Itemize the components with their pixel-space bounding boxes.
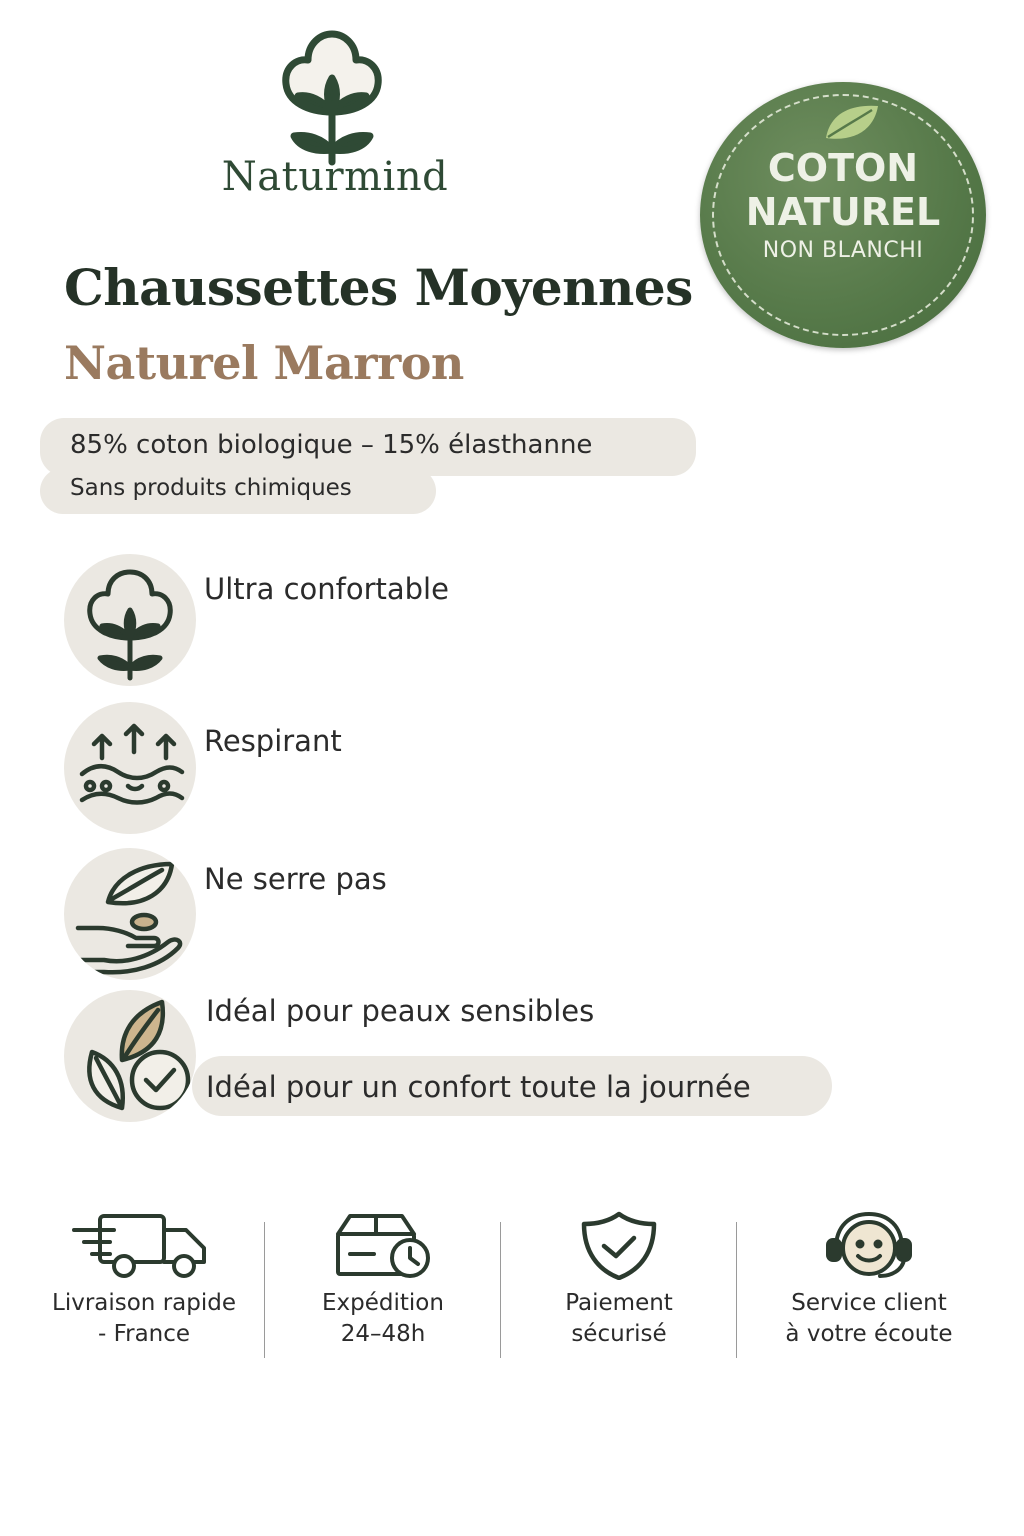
service-label-line2: à votre écoute bbox=[785, 1321, 953, 1347]
divider bbox=[736, 1222, 737, 1358]
chemical-free-text: Sans produits chimiques bbox=[70, 475, 352, 501]
delivery-truck-icon bbox=[70, 1210, 218, 1280]
divider bbox=[500, 1222, 501, 1358]
service-label-line2: - France bbox=[97, 1321, 191, 1347]
feature-label-comfort: Ultra confortable bbox=[204, 572, 449, 606]
product-subtitle: Naturel Marron bbox=[64, 336, 464, 390]
cotton-flower-icon bbox=[268, 26, 396, 166]
service-label-line2: 24–48h bbox=[340, 1321, 426, 1347]
service-label-line1: Service client bbox=[791, 1290, 947, 1316]
feature-label-breathable: Respirant bbox=[204, 724, 342, 758]
leaf-icon bbox=[820, 100, 884, 144]
badge-line-1: COTON bbox=[767, 146, 919, 190]
feature-label-sensitive-skin: Idéal pour peaux sensibles bbox=[206, 994, 595, 1028]
breathable-arrows-icon bbox=[64, 702, 196, 834]
badge-line-2: NATUREL bbox=[745, 190, 941, 234]
product-title: Chaussettes Moyennes bbox=[64, 258, 693, 317]
leaf-hand-icon bbox=[64, 848, 196, 980]
service-customer-support bbox=[738, 1210, 1000, 1350]
leaf-check-icon bbox=[64, 990, 196, 1122]
headset-smiley-icon bbox=[814, 1210, 924, 1280]
service-fast-delivery bbox=[26, 1210, 262, 1350]
brand-name: Naturmind bbox=[221, 154, 449, 200]
service-label-line1: Expédition bbox=[322, 1290, 444, 1316]
feature-label-all-day-comfort: Idéal pour un confort toute la journée bbox=[206, 1070, 751, 1104]
service-label-line1: Livraison rapide bbox=[52, 1290, 236, 1316]
feature-label-not-tight: Ne serre pas bbox=[204, 862, 387, 896]
cotton-flower-icon bbox=[64, 554, 196, 686]
badge-line-3: NON BLANCHI bbox=[762, 238, 924, 263]
service-label-line1: Paiement bbox=[565, 1290, 673, 1316]
service-label-line2: sécurisé bbox=[571, 1321, 667, 1347]
composition-text: 85% coton biologique – 15% élasthanne bbox=[70, 430, 593, 460]
package-clock-icon bbox=[328, 1210, 438, 1280]
service-secure-payment bbox=[502, 1210, 736, 1350]
service-shipping-time bbox=[266, 1210, 500, 1350]
shield-check-icon bbox=[576, 1210, 662, 1280]
divider bbox=[264, 1222, 265, 1358]
